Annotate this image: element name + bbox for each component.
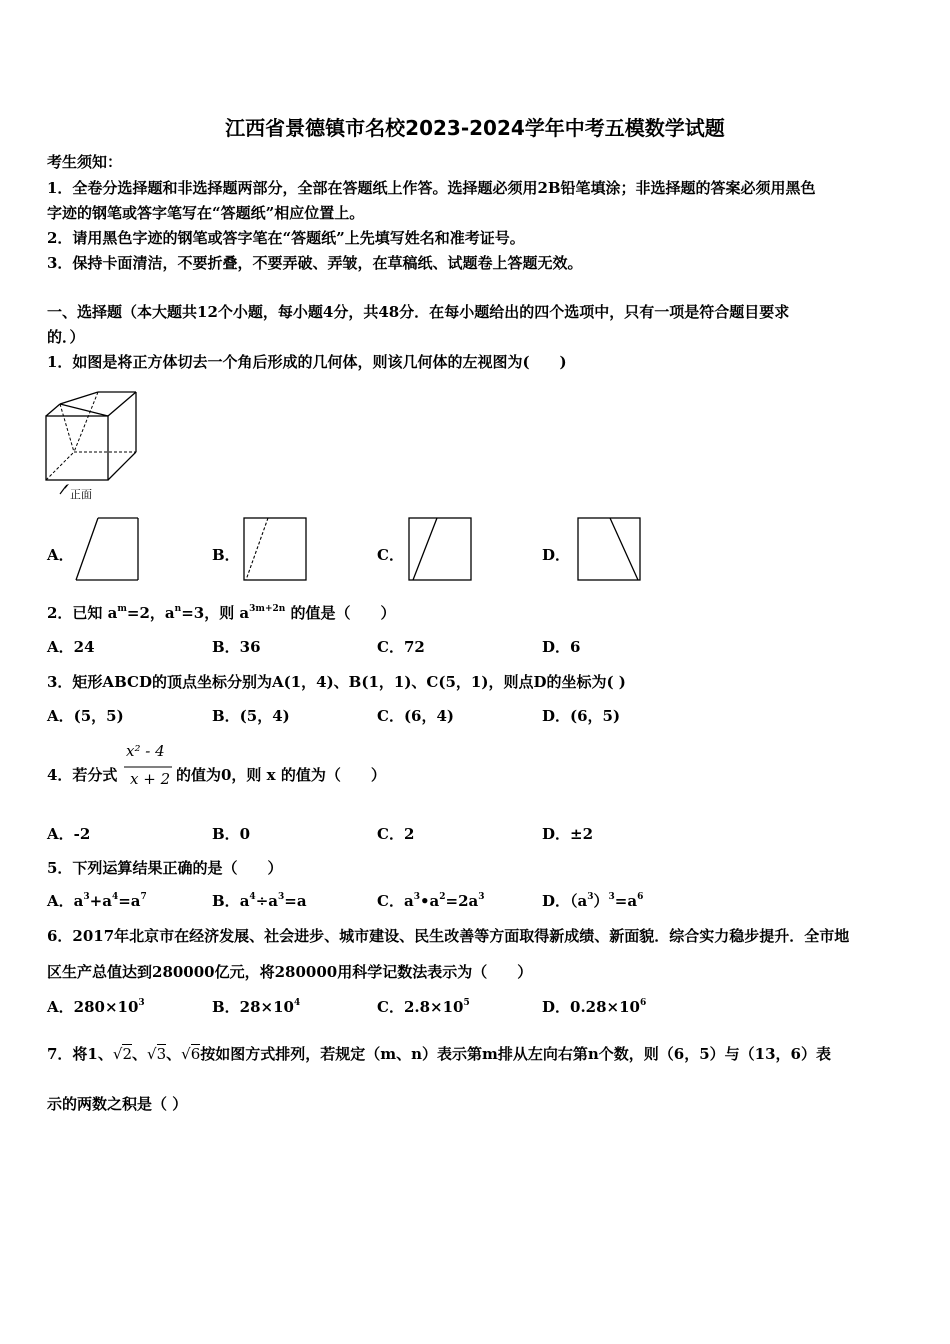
q3-stem: 3．矩形ABCD的顶点坐标分别为A(1，4)、B(1，1)、C(5，1)，则点D的坐标为( )	[47, 673, 626, 691]
q5-option-b[interactable]: B．$a^4\div a^3=a$	[212, 892, 307, 910]
sqrt-3: √3	[147, 1045, 167, 1063]
q2-option-d[interactable]: D．6	[542, 638, 581, 656]
q1-option-a-figure	[74, 516, 140, 582]
q4-fraction-bar	[124, 766, 174, 768]
q3-option-a[interactable]: A．(5，5)	[47, 707, 124, 725]
q3-option-d[interactable]: D．(6，5)	[542, 707, 621, 725]
notice-heading: 考生须知：	[47, 153, 123, 171]
notice-line-1a: 1．全卷分选择题和非选择题两部分，全部在答题纸上作答。选择题必须用2B铅笔填涂；非选择题的答案必须用黑色	[47, 179, 816, 197]
cube-figure	[44, 390, 144, 500]
q3-option-c[interactable]: C．(6，4)	[377, 707, 455, 725]
q5-option-a[interactable]: A．$a^3+a^4=a^7$	[47, 892, 147, 910]
q7-stem-line-1: 7．将1、√2、√3、√6按如图方式排列，若规定（m、n）表示第m排从左向右第n个数，则（6，5）与（13，6）表	[47, 1045, 831, 1063]
q2-option-c[interactable]: C．72	[377, 638, 425, 656]
q6-option-b[interactable]: B．$28\times 10^4$	[212, 998, 301, 1016]
q1-option-a-label[interactable]: A．	[47, 546, 74, 564]
q1-option-c-figure	[407, 516, 473, 582]
q1-option-d-figure	[576, 516, 642, 582]
q6-option-c[interactable]: C．$2.8\times 10^5$	[377, 998, 470, 1016]
q6-stem-line-2: 区生产总值达到280000亿元，将280000用科学记数法表示为（ ）	[47, 963, 533, 981]
q4-option-b[interactable]: B．0	[212, 825, 251, 843]
q5-option-c[interactable]: C．$a^3•a^2=2a^3$	[377, 892, 485, 910]
q1-option-d-label[interactable]: D．	[542, 546, 571, 564]
q6-stem-line-1: 6．2017年北京市在经济发展、社会进步、城市建设、民生改善等方面取得新成绩、新面貌．综合实力稳步提升．全市地	[47, 927, 850, 945]
q5-option-d[interactable]: D．$(a^3)^3=a^6$	[542, 892, 644, 910]
notice-line-3: 3．保持卡面清洁，不要折叠，不要弄破、弄皱，在草稿纸、试题卷上答题无效。	[47, 254, 583, 272]
sqrt-2: √2	[112, 1045, 132, 1063]
q3-option-b[interactable]: B．(5，4)	[212, 707, 290, 725]
q2-stem: 2．已知 $a^m=2$，$a^n=3$，则 $a^{3m+2n}$ 的值是（ ）	[47, 604, 396, 622]
q4-option-d[interactable]: D．±2	[542, 825, 594, 843]
q1-option-c-label[interactable]: C．	[377, 546, 404, 564]
q4-option-c[interactable]: C．2	[377, 825, 415, 843]
q4-option-a[interactable]: A．-2	[47, 825, 91, 843]
q6-option-d[interactable]: D．$0.28\times 10^6$	[542, 998, 647, 1016]
q4-fraction-denominator: x + 2	[130, 770, 171, 788]
q4-stem-pre: 4．若分式	[47, 766, 118, 784]
q2-option-a[interactable]: A．24	[47, 638, 95, 656]
q6-option-a[interactable]: A．$280\times 10^3$	[47, 998, 145, 1016]
q1-option-b-figure	[242, 516, 308, 582]
section-heading-line-2: 的．）	[47, 328, 85, 346]
q7-stem-line-2: 示的两数之积是（ ）	[47, 1095, 188, 1113]
q1-option-b-label[interactable]: B．	[212, 546, 240, 564]
notice-line-2: 2．请用黑色字迹的钢笔或答字笔在“答题纸”上先填写姓名和准考证号。	[47, 229, 525, 247]
q5-stem: 5．下列运算结果正确的是（ ）	[47, 859, 283, 877]
q4-fraction-numerator: x² - 4	[126, 742, 165, 760]
page-title: 江西省景德镇市名校2023-2024学年中考五模数学试题	[225, 116, 725, 140]
q1-stem: 1．如图是将正方体切去一个角后形成的几何体，则该几何体的左视图为( )	[47, 353, 567, 371]
sqrt-6: √6	[181, 1045, 201, 1063]
section-heading-line-1: 一、选择题（本大题共12个小题，每小题4分，共48分．在每小题给出的四个选项中，只有一项是符合题目要求	[47, 303, 790, 321]
front-label: 正面	[70, 488, 92, 501]
q4-stem-post: 的值为0，则 x 的值为（ ）	[176, 766, 386, 784]
notice-line-1b: 字迹的钢笔或答字笔写在“答题纸”相应位置上。	[47, 204, 365, 222]
q2-option-b[interactable]: B．36	[212, 638, 261, 656]
